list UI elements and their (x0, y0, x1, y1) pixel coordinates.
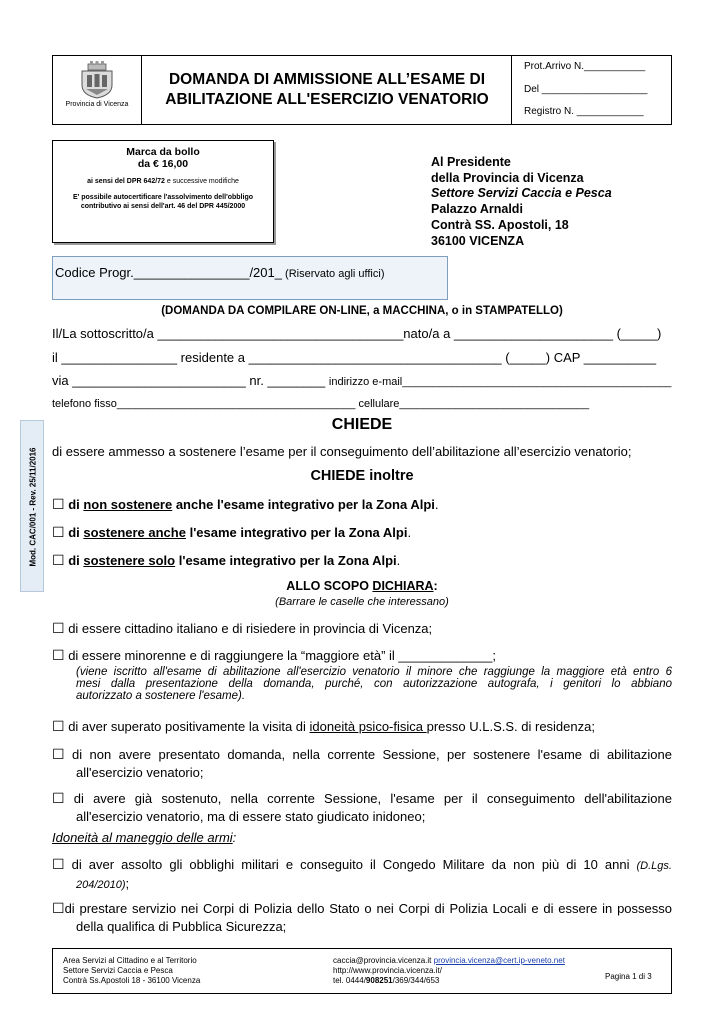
footer-website[interactable]: http://www.provincia.vicenza.it/ (333, 966, 442, 975)
minor-note-text: viene iscritto all'esame di abilitazione all'esercizio venatorio il minore che raggiunge la maggiore età entro 6 (79, 666, 672, 678)
checkbox-icon[interactable]: ☐ (52, 620, 65, 636)
form-line-address[interactable] (52, 373, 671, 388)
footer-pec-link[interactable]: provincia.vicenza@cert.ip-veneto.net (433, 956, 565, 965)
declaration-line: all'esercizio venatorio, ma di essere stato giudicato inidoneo; (76, 809, 426, 824)
declaration-military[interactable] (52, 856, 672, 891)
del-field[interactable]: Del ___________________ (524, 84, 648, 95)
dichiara-subtitle: (Barrare le caselle che interessano) (275, 596, 449, 608)
page-number: Pagina 1 di 3 (605, 972, 652, 981)
option-text-underlined: sostenere anche (83, 525, 186, 540)
codice-field (55, 265, 384, 280)
stamp-law-bold: ai sensi del DPR 642/72 (87, 178, 165, 185)
codice-label: Codice Progr.________________/201_ (55, 265, 282, 280)
addressee-line-3: Settore Servizi Caccia e Pesca (431, 186, 612, 200)
footer-phone-main: 908251 (365, 976, 393, 985)
checkbox-icon[interactable]: ☐ (52, 856, 65, 872)
logo-caption: Provincia di Vicenza (65, 101, 129, 108)
checkbox-icon[interactable]: ☐ (52, 790, 65, 806)
declaration-text: di aver assolto gli obblighi militari e conseguito il Congedo Militare da non più di 10 anni (71, 857, 630, 872)
declaration-line: della qualifica di Pubblica Sicurezza; (76, 919, 287, 934)
option-non-sostenere[interactable] (52, 496, 439, 513)
option-period: . (396, 553, 401, 568)
option-sostenere-solo[interactable] (52, 552, 400, 569)
option-text: l'esame integrativo per la Zona Alpi (175, 553, 397, 568)
checkbox-icon[interactable]: ☐ (52, 524, 65, 540)
form-line-phone[interactable]: telefono fisso_______________________________________ cellulare_______________________________ (52, 398, 590, 410)
revenue-stamp-box (52, 140, 274, 243)
stamp-amount: da € 16,00 (137, 158, 189, 170)
checkbox-icon[interactable]: ☐ (52, 718, 65, 734)
declaration-text: di avere già sostenuto, nella corrente Sessione, l'esame per il conseguimento dell'abilitazione (73, 791, 672, 806)
checkbox-icon[interactable]: ☐ (52, 746, 65, 762)
minor-note-line-1: (viene iscritto all'esame di abilitazione all'esercizio venatorio il minore che raggiunge la maggiore età entro 6 (76, 666, 672, 678)
footer-phone-prefix: tel. 0444/ (333, 976, 366, 985)
declaration-text: di essere cittadino italiano e di risiedere in provincia di Vicenza; (68, 621, 433, 636)
module-revision-label (20, 420, 44, 592)
declaration-citizenship[interactable] (52, 620, 432, 637)
declaration-text: di aver superato positivamente la visita di (68, 719, 310, 734)
armi-heading-text: Idoneità al maneggio delle armi (52, 830, 233, 845)
prot-arrivo-field[interactable]: Prot.Arrivo N.___________ (524, 61, 646, 72)
declaration-minor[interactable] (52, 647, 496, 664)
dichiara-heading-u: DICHIARA (372, 579, 434, 593)
minor-note-line-3: autorizzato a sostenere l'esame). (76, 690, 246, 702)
declaration-line (52, 900, 672, 917)
provincia-crest-icon (78, 61, 116, 99)
chiede-heading: CHIEDE (331, 416, 393, 433)
addressee-line-6: 36100 VICENZA (431, 234, 525, 248)
module-revision-text: Mod. CAC/001 - Rev. 25/11/2016 (28, 447, 38, 567)
via-field[interactable]: via ________________________ nr. ________ (52, 373, 329, 388)
declaration-line: 204/2010); (76, 876, 130, 891)
title-cell (142, 55, 512, 125)
option-period: . (434, 497, 439, 512)
checkbox-icon[interactable]: ☐ (52, 496, 65, 512)
footer-emails (333, 956, 565, 965)
stamp-law-rest: e successive modifiche (164, 178, 239, 185)
protocol-cell (512, 55, 672, 125)
addressee-line-2: della Provincia di Vicenza (431, 171, 584, 185)
chiede-inoltre-heading: CHIEDE inoltre (310, 468, 414, 484)
declaration-police[interactable] (52, 900, 672, 934)
registro-field[interactable]: Registro N. ____________ (524, 106, 644, 117)
addressee-line-1: Al Presidente (431, 155, 511, 169)
footer-area: Area Servizi al Cittadino e al Territorio (63, 956, 197, 965)
compile-instructions: (DOMANDA DA COMPILARE ON-LINE, a MACCHINA, o in STAMPATELLO) (161, 305, 563, 317)
footer-phone-suffix: /369/344/653 (392, 976, 440, 985)
checkbox-icon[interactable]: ☐ (52, 552, 65, 568)
minor-note-line-2: mesi dalla presentazione della domanda, purché, con autorizzazione autografa, i genitori lo abbiano (76, 678, 672, 690)
option-text: anche l'esame integrativo per la Zona Alpi (172, 497, 435, 512)
dichiara-heading-b: : (433, 579, 438, 593)
declaration-text: di prestare servizio nei Corpi di Polizia dello Stato o nei Corpi di Polizia Locali e di essere in possesso (64, 901, 672, 916)
document-title (142, 70, 512, 110)
option-period: . (407, 525, 412, 540)
declaration-text: di essere minorenne e di raggiungere la “maggiore età” il _____________; (68, 648, 497, 663)
form-line-name[interactable]: Il/La sottoscritto/a __________________________________nato/a a ______________________ (_____) (52, 326, 662, 341)
stamp-note-2: contributivo ai sensi dell'art. 46 del DPR 445/2000 (80, 203, 246, 210)
footer (52, 948, 672, 994)
stamp-note-1: E' possibile autocertificare l'assolvimento dell'obbligo (72, 194, 254, 201)
footer-email[interactable]: caccia@provincia.vicenza.it (333, 956, 432, 965)
form-line-residence[interactable]: il ________________ residente a ___________________________________ (_____) CAP __________ (52, 350, 657, 365)
footer-sector: Settore Servizi Caccia e Pesca (63, 966, 173, 975)
law-reference: (D.Lgs. (636, 860, 672, 872)
logo-cell (52, 55, 142, 125)
stamp-law-ref (53, 178, 273, 185)
dichiara-heading-a: ALLO SCOPO (286, 579, 373, 593)
declaration-already-taken[interactable] (52, 790, 672, 824)
armi-heading: Idoneità al maneggio delle armi: (52, 830, 237, 845)
declaration-line (52, 790, 672, 807)
declaration-psycho-physical[interactable] (52, 718, 595, 735)
footer-phone (333, 976, 439, 985)
option-text: l'esame integrativo per la Zona Alpi (185, 525, 408, 540)
addressee-line-5: Contrà SS. Apostoli, 18 (431, 218, 569, 232)
chiede-text: di essere ammesso a sostenere l’esame per il conseguimento dell’abilitazione all’esercizio venatorio; (52, 444, 632, 459)
dichiara-heading (52, 579, 672, 593)
option-text-underlined: non sostenere (83, 497, 173, 512)
stamp-title: Marca da bollo (126, 146, 200, 158)
codice-progressivo-box[interactable] (52, 256, 448, 300)
footer-address: Contrà Ss.Apostoli 18 - 36100 Vicenza (63, 976, 201, 985)
option-text-underlined: sostenere solo (83, 553, 176, 568)
declaration-line (52, 856, 672, 873)
minor-note (76, 666, 672, 702)
option-sostenere-anche[interactable] (52, 524, 411, 541)
email-field[interactable]: indirizzo e-mail____________________________________________ (328, 376, 672, 388)
checkbox-icon[interactable]: ☐ (52, 900, 65, 916)
declaration-line (52, 746, 672, 763)
codice-note: (Riservato agli uffici) (281, 268, 385, 280)
option-text: di (68, 553, 84, 568)
declaration-text: di non avere presentato domanda, nella corrente Sessione, per sostenere l'esame di abilitazione (71, 747, 672, 762)
option-text: di (68, 525, 84, 540)
checkbox-icon[interactable]: ☐ (52, 647, 65, 663)
title-line-1: DOMANDA DI AMMISSIONE ALL’ESAME DI (168, 71, 486, 88)
option-text: di (68, 497, 84, 512)
addressee-line-4: Palazzo Arnaldi (431, 202, 523, 216)
declaration-text-underlined: idoneità psico-fisica (309, 719, 427, 734)
declaration-text: presso U.L.S.S. di residenza; (426, 719, 595, 734)
declaration-line: all'esercizio venatorio; (76, 765, 204, 780)
title-line-2: ABILITAZIONE ALL'ESERCIZIO VENATORIO (165, 91, 489, 108)
declaration-no-application[interactable] (52, 746, 672, 780)
law-reference-2: 204/2010) (76, 879, 126, 891)
